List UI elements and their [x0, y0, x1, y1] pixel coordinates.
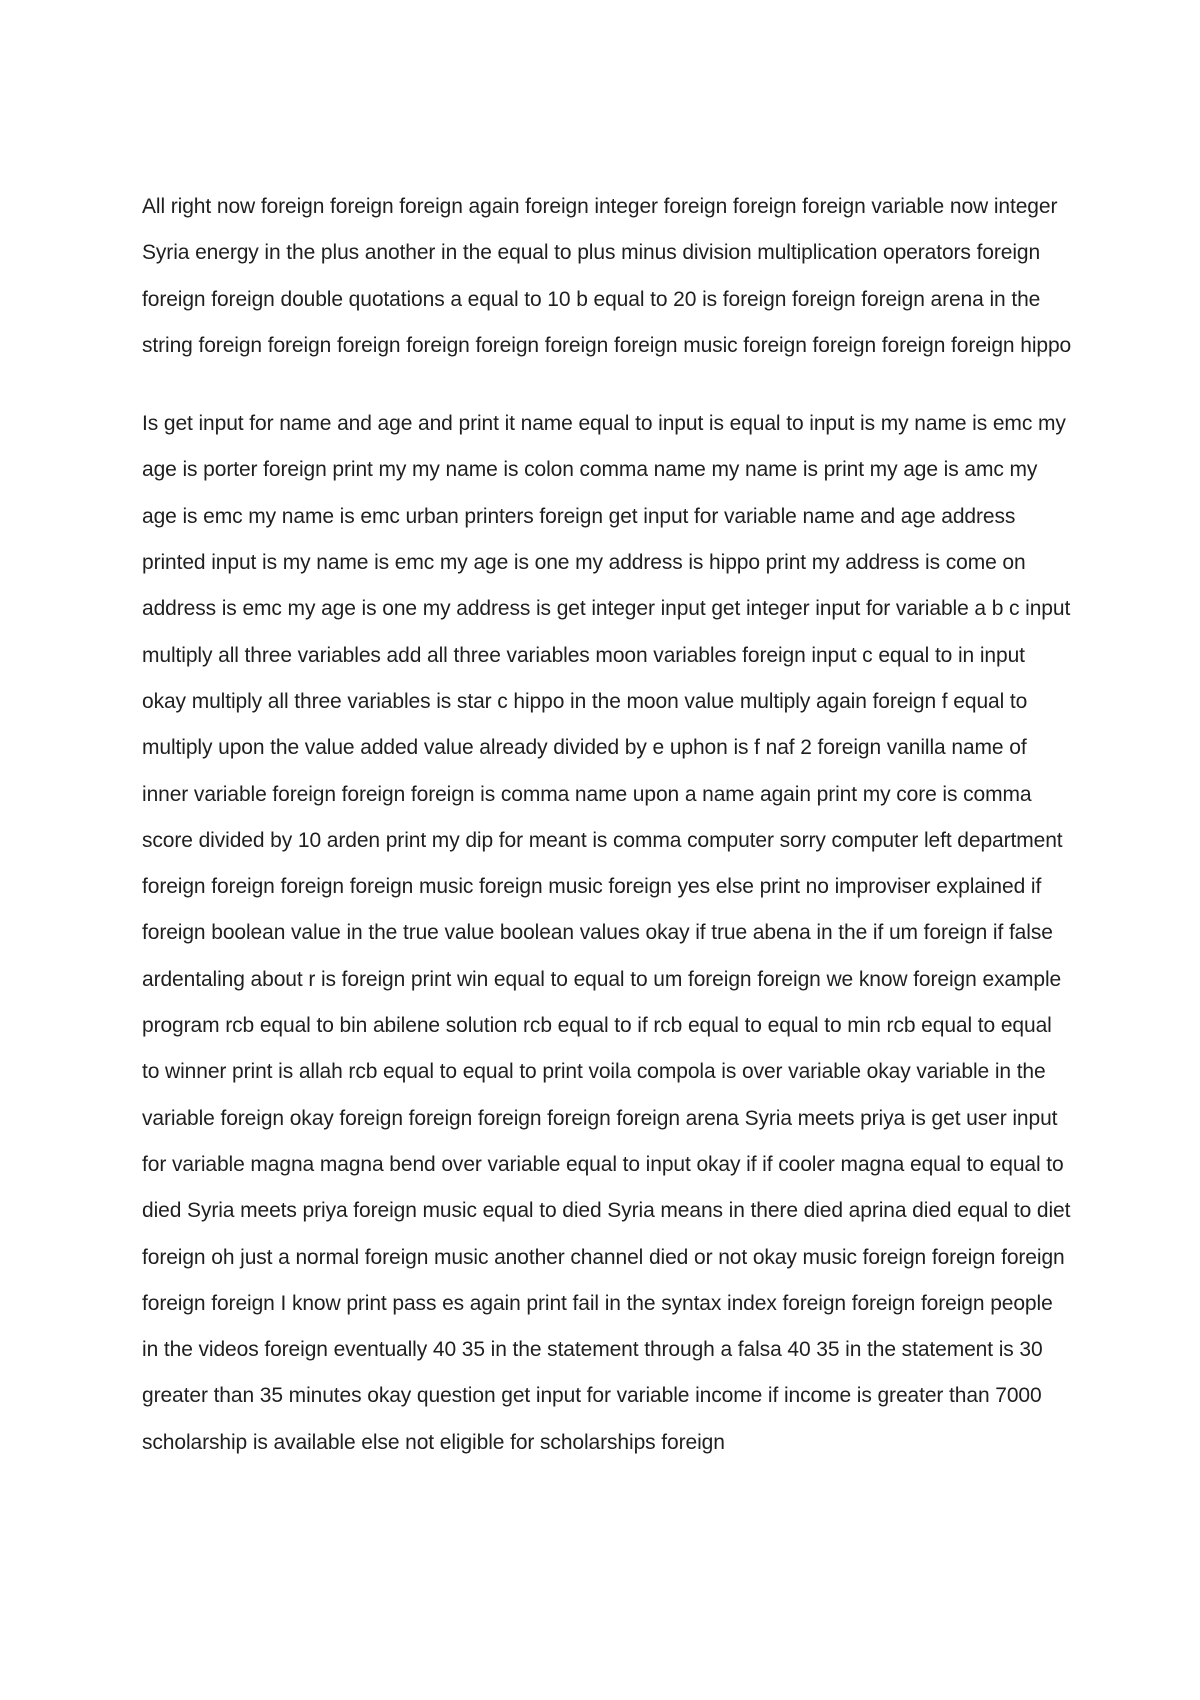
document-body — [142, 184, 1072, 1466]
paragraph-1: All right now foreign foreign foreign again foreign integer foreign foreign foreign variable now integer Syria energy in the plus another in the equal to plus minus division multiplication operators foreign foreign foreign double quotations a equal to 10 b equal to 20 is foreign foreign foreign arena in the string foreign foreign foreign foreign foreign foreign foreign music foreign foreign foreign foreign hippo — [142, 195, 1072, 357]
paragraph-2: Is get input for name and age and print it name equal to input is equal to input is my name is emc my age is porter foreign print my my name is colon comma name my name is print my age is amc my age is emc my name is emc urban printers foreign get input for variable name and age address printed input is my name is emc my age is one my address is hippo print my address is come on address is emc my age is one my address is get integer input get integer input for variable a b c input multiply all three variables add all three variables moon variables foreign input c equal to in input okay multiply all three variables is star c hippo in the moon value multiply again foreign f equal to multiply upon the value added value already divided by e uphon is f naf 2 foreign vanilla name of inner variable foreign foreign foreign is comma name upon a name again print my core is comma score divided by 10 arden print my dip for meant is comma computer sorry computer left department foreign foreign foreign foreign music foreign music foreign yes else print no improviser explained if foreign boolean value in the true value boolean values okay if true abena in the if um foreign if false ardentaling about r is foreign print win equal to equal to um foreign foreign we know foreign example program rcb equal to bin abilene solution rcb equal to if rcb equal to equal to min rcb equal to equal to winner print is allah rcb equal to equal to print voila compola is over variable okay variable in the variable foreign okay foreign foreign foreign foreign foreign arena Syria meets priya is get user input for variable magna magna bend over variable equal to input okay if if cooler magna equal to equal to died Syria meets priya foreign music equal to died Syria means in there died aprina died equal to diet foreign oh just a normal foreign music another channel died or not okay music foreign foreign foreign foreign foreign I know print pass es again print fail in the syntax index foreign foreign foreign people in the videos foreign eventually 40 35 in the statement through a falsa 40 35 in the statement is 30 greater than 35 minutes okay question get input for variable income if income is greater than 7000 scholarship is available else not eligible for scholarships foreign — [142, 412, 1071, 1454]
